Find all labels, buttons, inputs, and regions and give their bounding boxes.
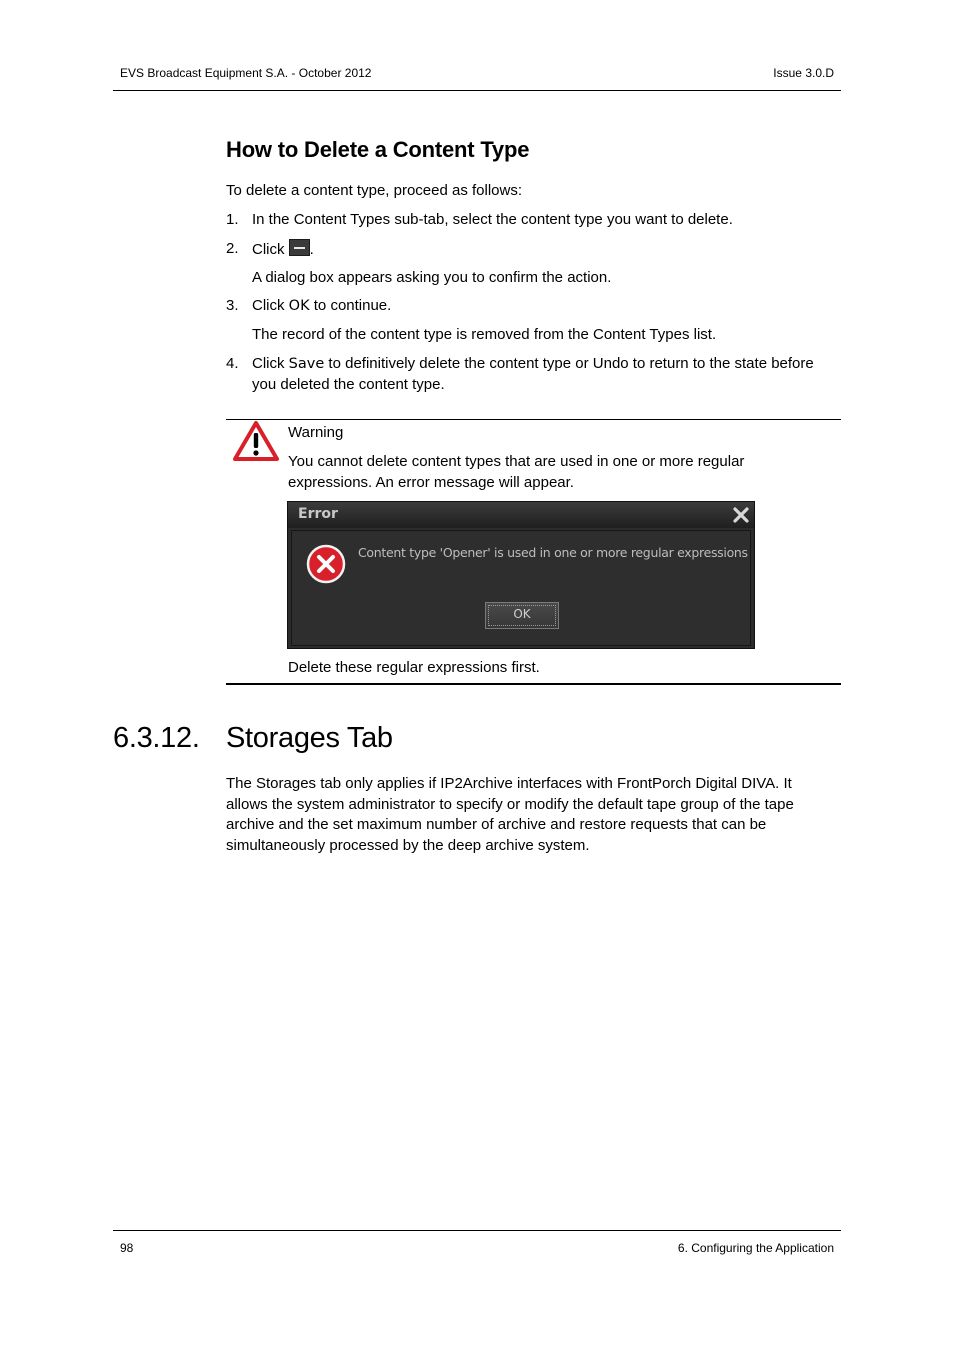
section-number: 6.3.12.: [113, 722, 200, 754]
error-dialog: [287, 501, 755, 649]
step-pre: Click: [252, 297, 289, 314]
step-post: to definitively delete the content type or Undo to return to the state before you deleted the content type.: [252, 355, 814, 393]
warning-top-rule: [226, 419, 841, 420]
ok-button[interactable]: OK: [485, 602, 559, 629]
page-header: [113, 64, 841, 91]
step-post: .: [309, 241, 314, 258]
page-number: 98: [120, 1241, 134, 1255]
dialog-message: Content type 'Opener' is used in one or more regular expressions: [358, 545, 748, 560]
header-left: EVS Broadcast Equipment S.A. - October 2012: [120, 66, 372, 80]
step-post: to continue.: [309, 297, 392, 314]
ui-label-ok: OK: [288, 298, 310, 314]
step-number: 2.: [226, 240, 239, 257]
dialog-title: Error: [298, 506, 338, 522]
section-title: Storages Tab: [226, 722, 393, 754]
page-footer: [113, 1230, 841, 1255]
ui-label-save: Save: [288, 356, 325, 372]
procedure-title: How to Delete a Content Type: [226, 137, 530, 162]
step-number: 1.: [226, 211, 239, 228]
procedure-intro: To delete a content type, proceed as follows:: [226, 182, 523, 199]
footer-chapter: 6. Configuring the Application: [677, 1241, 834, 1255]
step-note: The record of the content type is removed from the Content Types list.: [252, 326, 717, 343]
section-heading: [113, 722, 393, 755]
warning-title: Warning: [288, 424, 344, 441]
header-right: Issue 3.0.D: [773, 66, 834, 80]
warning-triangle-icon: [233, 420, 279, 462]
section-body: The Storages tab only applies if IP2Archive interfaces with FrontPorch Digital DIVA. It allows the system administrator to specify or modify the default tape group of the tape archive and the set maximum number of archive and restore requests that can be simultaneously processed by the deep archive system.: [226, 775, 794, 855]
step-pre: Click: [252, 241, 289, 258]
minus-icon: [289, 239, 310, 256]
warning-bottom-rule: [226, 683, 841, 685]
step-number: 3.: [226, 297, 239, 314]
warning-after-text: Delete these regular expressions first.: [288, 659, 540, 676]
dialog-title-bar: [288, 502, 754, 528]
warning-text: You cannot delete content types that are used in one or more regular expressions. An error message will appear.: [288, 453, 745, 491]
step-text: [252, 354, 842, 395]
error-icon: [306, 544, 346, 584]
step-text: [252, 296, 842, 317]
step-pre: Click: [252, 355, 289, 372]
dialog-body: [291, 530, 751, 646]
step-note: A dialog box appears asking you to confirm the action.: [252, 269, 612, 286]
step-text: [252, 239, 842, 261]
close-icon[interactable]: [731, 505, 751, 525]
step-text: In the Content Types sub-tab, select the content type you want to delete.: [252, 211, 733, 228]
step-number: 4.: [226, 355, 239, 372]
